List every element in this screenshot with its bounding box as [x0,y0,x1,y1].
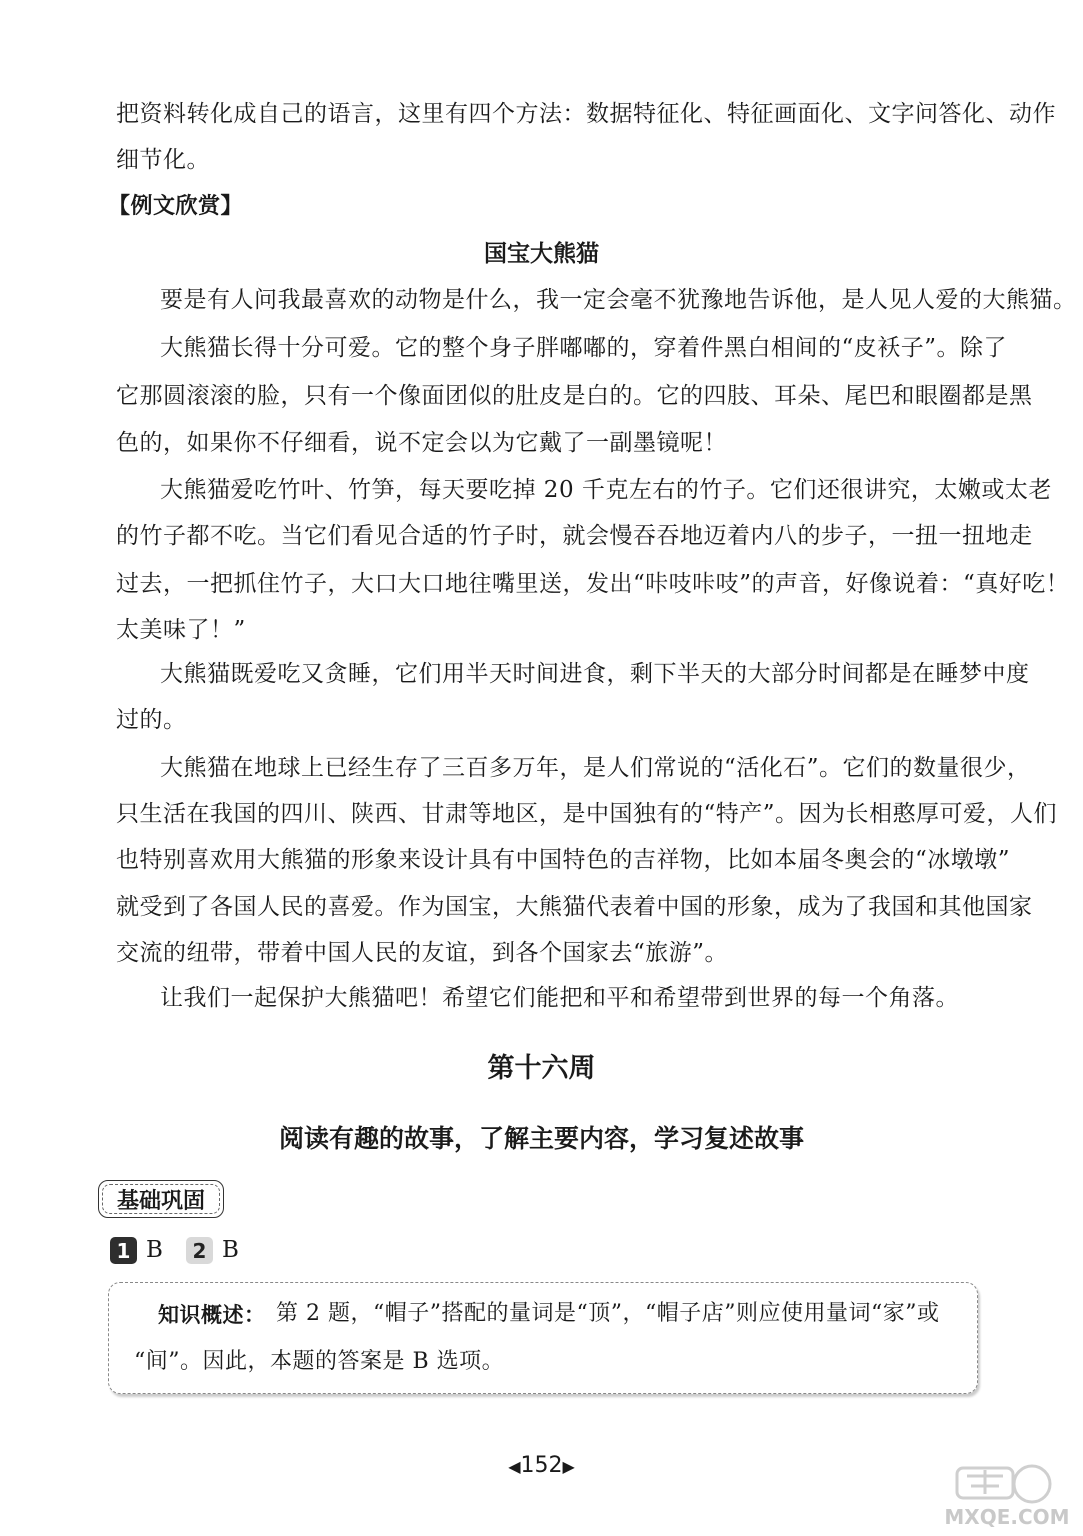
page-number-text: 152 [520,1453,563,1478]
intro-line-2: 细节化。 [116,147,210,173]
page-right-arrow-icon: ▶ [562,1457,575,1476]
essay-title: 国宝大熊猫 [484,241,599,267]
example-header: 【例文欣赏】 [108,194,244,219]
essay-line: 要是有人问我最喜欢的动物是什么，我一定会毫不犹豫地告诉他，是人见人爱的大熊猫。 [160,287,1077,313]
essay-line: 也特别喜欢用大熊猫的形象来设计具有中国特色的吉祥物，比如本届冬奥会的“冰墩墩” [116,847,1011,873]
question-number-1: 1 [110,1237,137,1264]
answer-2: B [222,1237,239,1263]
essay-line: 的竹子都不吃。当它们看见合适的竹子时，就会慢吞吞地迈着内八的步子，一扭一扭地走 [116,523,1033,549]
watermark-logo [937,1462,1077,1532]
essay-line: 让我们一起保护大熊猫吧！希望它们能把和平和希望带到世界的每一个角落。 [160,985,959,1011]
essay-line: 就受到了各国人民的喜爱。作为国宝，大熊猫代表着中国的形象，成为了我国和其他国家 [116,894,1033,920]
watermark-text: MXQE.COM [944,1505,1070,1529]
question-number-2: 2 [186,1237,213,1264]
essay-line: 大熊猫长得十分可爱。它的整个身子胖嘟嘟的，穿着件黑白相间的“皮袄子”。除了 [160,335,1008,361]
essay-line: 大熊猫在地球上已经生存了三百多万年，是人们常说的“活化石”。它们的数量很少， [160,755,1031,781]
page-number [0,1453,1083,1478]
essay-line: 太美味了！” [116,617,246,643]
week-title: 第十六周 [487,1053,596,1084]
intro-line-1: 把资料转化成自己的语言，这里有四个方法：数据特征化、特征画面化、文字问答化、动作 [116,101,1056,127]
essay-line: 过去，一把抓住竹子，大口大口地往嘴里送，发出“咔吱咔吱”的声音，好像说着：“真好吃！ [116,571,1070,597]
essay-line: 它那圆滚滚的脸，只有一个像面团似的肚皮是白的。它的四肢、耳朵、尾巴和眼圈都是黑 [116,383,1033,409]
note-line-1: 第 2 题，“帽子”搭配的量词是“顶”，“帽子店”则应使用量词“家”或 [276,1301,940,1326]
note-label: 知识概述： [158,1303,266,1327]
section-badge-label: 基础巩固 [102,1184,220,1214]
essay-line: 大熊猫既爱吃又贪睡，它们用半天时间进食，剩下半天的大部分时间都是在睡梦中度 [160,661,1030,687]
essay-line: 只生活在我国的四川、陕西、甘肃等地区，是中国独有的“特产”。因为长相憨厚可爱，人们 [116,801,1058,827]
answer-1: B [146,1237,163,1263]
knowledge-note-box [108,1282,978,1394]
essay-line: 过的。 [116,707,187,733]
page-left-arrow-icon: ◀ [508,1457,521,1476]
essay-line: 交流的纽带，带着中国人民的友谊，到各个国家去“旅游”。 [116,940,729,966]
section-badge [98,1180,224,1218]
section-title: 阅读有趣的故事，了解主要内容，学习复述故事 [278,1124,804,1153]
note-line-2: “间”。因此，本题的答案是 B 选项。 [134,1349,505,1374]
essay-line: 大熊猫爱吃竹叶、竹笋，每天要吃掉 20 千克左右的竹子。它们还很讲究，太嫩或太老 [160,477,1052,503]
essay-line: 色的，如果你不仔细看，说不定会以为它戴了一副墨镜呢！ [116,430,727,456]
